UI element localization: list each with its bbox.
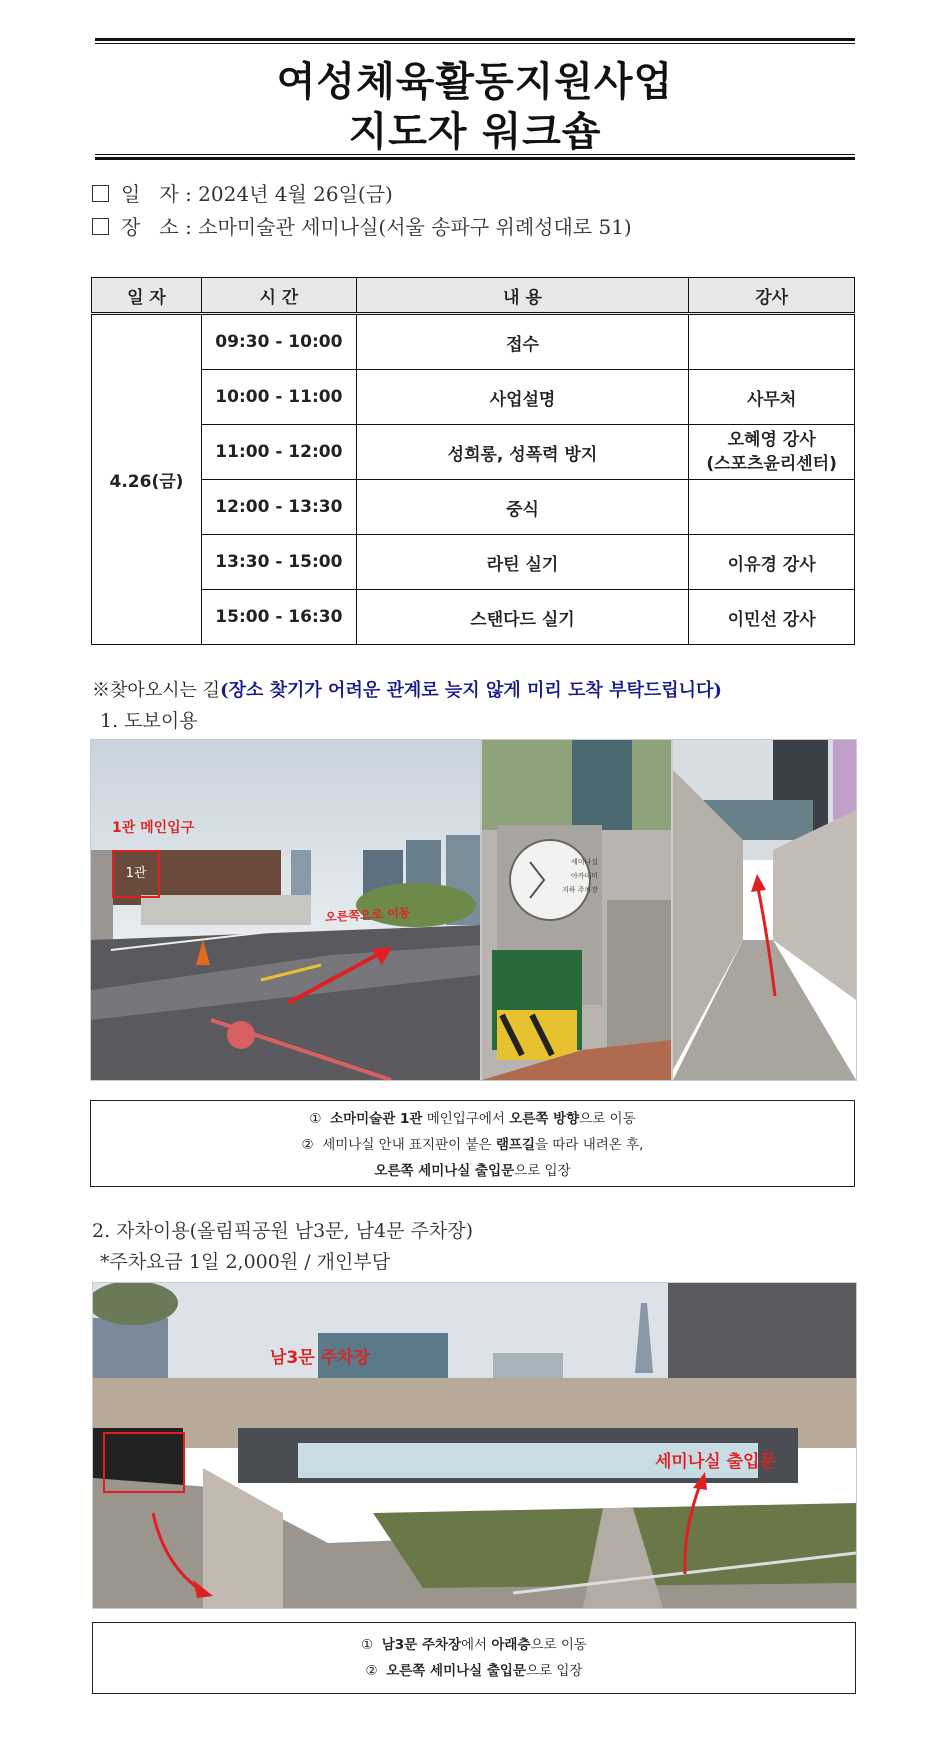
instructor-cell (689, 314, 855, 370)
instructor-cell: 이유경 강사 (689, 535, 855, 590)
walk-step-3: 오른쪽 세미나실 출입문으로 입장 (374, 1163, 571, 1179)
table-row (92, 314, 855, 370)
arrow-icon (748, 868, 783, 1003)
walk-step-1: ① 소마미술관 1관 메인입구에서 오른쪽 방향으로 이동 (309, 1111, 636, 1127)
label-seminar-door: 세미나실 출입문 (655, 1452, 776, 1472)
checkbox-icon (92, 185, 109, 202)
header-time: 시 간 (201, 278, 356, 314)
instructor-cell: 사무처 (689, 370, 855, 425)
content-cell: 중식 (356, 480, 688, 535)
photo-seminar-sign (481, 739, 672, 1081)
schedule-table (91, 277, 855, 645)
parking-fee: *주차요금 1일 2,000원 / 개인부담 (100, 1251, 391, 1273)
directions-heading (92, 676, 722, 702)
instructor-cell: 이민선 강사 (689, 590, 855, 645)
table-row (92, 590, 855, 645)
car-steps-box (92, 1622, 856, 1694)
time-cell: 11:00 - 12:00 (201, 425, 356, 480)
sign-line: 아카데미 (570, 872, 598, 880)
day-cell: 4.26(금) (92, 314, 202, 645)
info-place: 장 소 : 소마미술관 세미나실(서울 송파구 위례성대로 51) (92, 211, 632, 240)
date-label: 일 자 (121, 182, 179, 206)
date-value: 2024년 4월 26일(금) (198, 182, 393, 206)
directions-heading-prefix: ※찾아오시는 길 (92, 680, 221, 701)
car-title: 2. 자차이용(올림픽공원 남3문, 남4문 주차장) (92, 1220, 473, 1242)
content-cell: 접수 (356, 314, 688, 370)
sign-line: 세미나실 (570, 858, 598, 866)
header-content: 내 용 (356, 278, 688, 314)
title-top-rule (95, 38, 855, 44)
arrow-icon (280, 935, 400, 1010)
walk-steps-box (90, 1100, 855, 1187)
content-cell: 라틴 실기 (356, 535, 688, 590)
instructor-cell (689, 480, 855, 535)
parking-highlight-box (103, 1432, 185, 1493)
place-value: 소마미술관 세미나실(서울 송파구 위례성대로 51) (198, 215, 632, 239)
table-row (92, 535, 855, 590)
time-cell: 10:00 - 11:00 (201, 370, 356, 425)
entrance-highlight-box: 1관 (112, 850, 160, 898)
sign-line: 지하 주차장 (561, 886, 598, 894)
walk-title: 1. 도보이용 (100, 710, 198, 732)
table-row (92, 480, 855, 535)
directions-heading-note: (장소 찾기가 어려운 관계로 늦지 않게 미리 도착 부탁드립니다) (220, 680, 722, 701)
seminar-sign-text (534, 855, 598, 897)
arrow-icon (145, 1508, 225, 1603)
content-cell: 사업설명 (356, 370, 688, 425)
car-step-2: ② 오른쪽 세미나실 출입문으로 입장 (365, 1663, 583, 1679)
time-cell: 13:30 - 15:00 (201, 535, 356, 590)
walk-step-2: ② 세미나실 안내 표지판이 붙은 램프길을 따라 내려온 후, (301, 1137, 644, 1153)
label-parking: 남3문 주차장 (270, 1348, 370, 1368)
label-move-right: 오른쪽으로 이동 (324, 905, 411, 925)
instructor-cell: 오혜영 강사 (스포츠윤리센터) (689, 425, 855, 480)
info-date: 일 자 : 2024년 4월 26일(금) (92, 178, 393, 207)
title-bottom-rule (95, 154, 855, 160)
label-main-entrance: 1관 메인입구 (112, 820, 195, 836)
header-instructor: 강사 (689, 278, 855, 314)
header-day: 일 자 (92, 278, 202, 314)
place-label: 장 소 (121, 215, 179, 239)
content-cell: 성희롱, 성폭력 방지 (356, 425, 688, 480)
time-cell: 09:30 - 10:00 (201, 314, 356, 370)
content-cell: 스탠다드 실기 (356, 590, 688, 645)
time-cell: 15:00 - 16:30 (201, 590, 356, 645)
car-step-1: ① 남3문 주차장에서 아래층으로 이동 (361, 1637, 587, 1653)
time-cell: 12:00 - 13:30 (201, 480, 356, 535)
table-row (92, 370, 855, 425)
table-row (92, 425, 855, 480)
title-line-1: 여성체육활동지원사업 (276, 59, 674, 105)
title-line-2: 지도자 워크숍 (348, 109, 602, 155)
checkbox-icon (92, 218, 109, 235)
arrow-icon (673, 1470, 713, 1578)
photo-main-entrance (90, 739, 481, 1081)
